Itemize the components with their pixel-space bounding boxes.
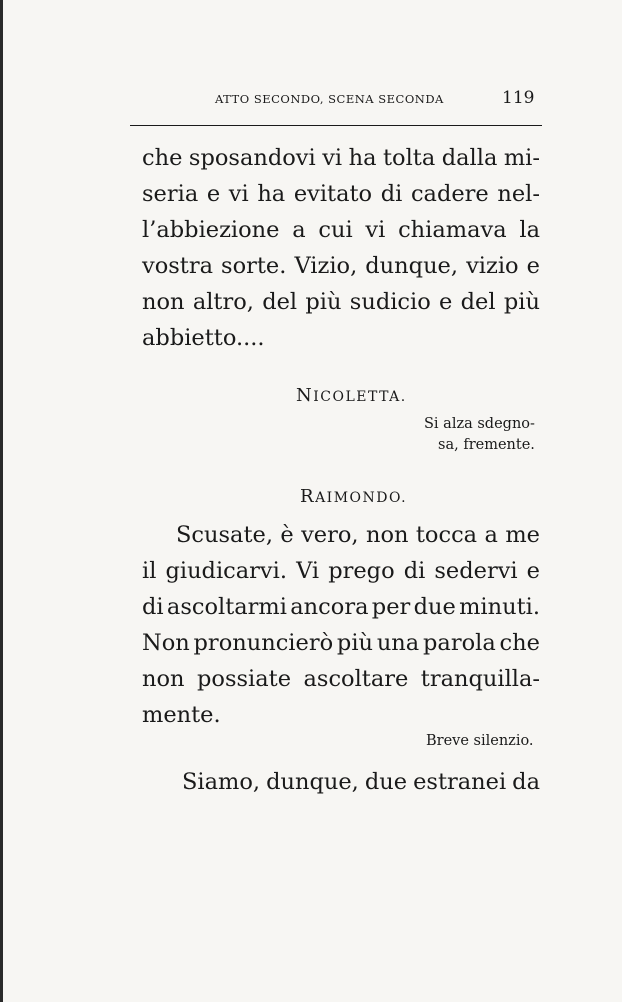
word: sudicio (349, 289, 431, 315)
word: cui (318, 217, 353, 243)
word: e (439, 289, 453, 315)
word: che (142, 145, 183, 171)
text-line (142, 248, 540, 284)
word: possiate (197, 666, 292, 692)
word: Scusate, (176, 522, 273, 548)
word: vi (322, 145, 343, 171)
word: vero, (301, 522, 359, 548)
word: Non (142, 630, 190, 656)
word: più (336, 630, 374, 656)
word: e (526, 558, 540, 584)
word: tranquilla- (420, 666, 540, 692)
word: non (142, 666, 185, 692)
word: sedervi (434, 558, 518, 584)
word: di (142, 594, 164, 620)
word: tocca (415, 522, 478, 548)
speaker-name-raimondo: RAIMONDO. (300, 486, 408, 507)
word: più (305, 289, 342, 315)
word: vizio (466, 253, 519, 279)
word: ascoltare (303, 666, 409, 692)
word: evitato (293, 181, 373, 207)
stage-direction-2: Breve silenzio. (426, 733, 534, 749)
word: prego (328, 558, 395, 584)
word: vi (365, 217, 386, 243)
word: cadere (410, 181, 489, 207)
word: mi- (503, 145, 540, 171)
word: ha (257, 181, 286, 207)
word: Siamo, (182, 769, 261, 795)
word: dalla (441, 145, 498, 171)
word: parola (423, 630, 496, 656)
word: una (376, 630, 420, 656)
word: più (503, 289, 540, 315)
word: estranei (413, 769, 507, 795)
word: dunque, (365, 253, 459, 279)
word: del (460, 289, 496, 315)
word: due (364, 769, 408, 795)
word: non (365, 522, 409, 548)
word: nel- (497, 181, 540, 207)
word: me (505, 522, 540, 548)
word: da (512, 769, 540, 795)
word: di (403, 558, 426, 584)
word: è (280, 522, 294, 548)
word: a (484, 522, 498, 548)
word: sorte. (221, 253, 287, 279)
page-number: 119 (502, 88, 535, 108)
word: e (206, 181, 221, 207)
text-line (142, 284, 540, 320)
running-header: ATTO SECONDO, SCENA SECONDA (215, 92, 444, 106)
word: e (526, 253, 540, 279)
word: ascoltarmi (166, 594, 287, 620)
word: ha (348, 145, 377, 171)
text-line: mente. (142, 702, 221, 728)
text-line (142, 212, 540, 248)
word: seria (142, 181, 199, 207)
word: due (413, 594, 456, 620)
speaker-name-nicoletta: NICOLETTA. (296, 385, 407, 406)
word: sposandovi (188, 145, 316, 171)
word: giudicarvi. (165, 558, 287, 584)
stage-direction-line: sa, fremente. (438, 437, 535, 453)
text-line (142, 553, 540, 589)
word: non (142, 289, 185, 315)
word: l’abbiezione (142, 217, 280, 243)
text-line (142, 661, 540, 697)
word: del (262, 289, 298, 315)
paragraph-3 (142, 764, 540, 800)
text-line (142, 176, 540, 212)
word: vostra (142, 253, 214, 279)
text-line (142, 517, 540, 553)
word: di (380, 181, 403, 207)
text-line (142, 764, 540, 800)
word: Vi (296, 558, 320, 584)
word: tolta (383, 145, 436, 171)
stage-direction-line: Si alza sdegno- (424, 416, 535, 432)
stage-direction-1 (424, 414, 535, 456)
word: altro, (192, 289, 254, 315)
paragraph-1 (142, 140, 540, 356)
word: minuti. (459, 594, 540, 620)
word: a (292, 217, 306, 243)
word: vi (228, 181, 249, 207)
text-line (142, 625, 540, 661)
word: che (499, 630, 540, 656)
word: il (142, 558, 157, 584)
word: ancora (290, 594, 369, 620)
word: chiamava (398, 217, 507, 243)
word: dunque, (266, 769, 359, 795)
header-rule (130, 125, 542, 126)
word: la (519, 217, 540, 243)
word: per (371, 594, 411, 620)
word: pronuncierò (193, 630, 334, 656)
page-binding-edge (0, 0, 3, 1002)
text-line (142, 589, 540, 625)
text-line: abbietto.... (142, 325, 265, 351)
text-line (142, 140, 540, 176)
word: Vizio, (294, 253, 358, 279)
paragraph-2 (142, 517, 540, 733)
